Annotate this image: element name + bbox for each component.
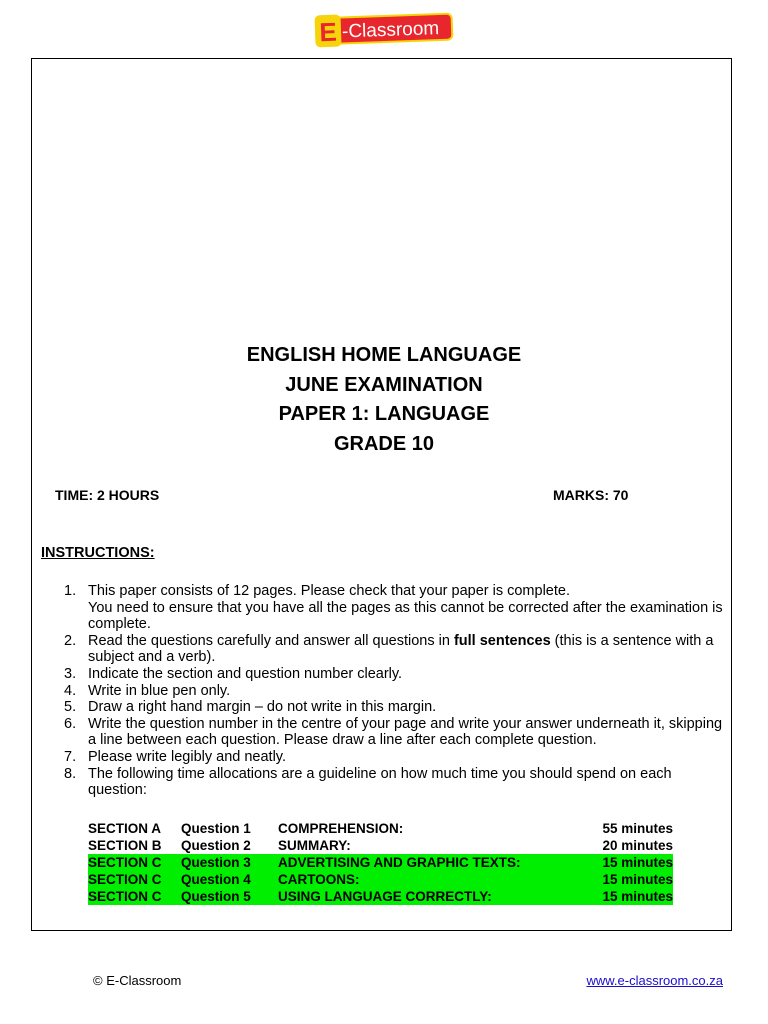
website-link[interactable]: www.e-classroom.co.za <box>586 973 723 988</box>
logo-wordmark: -Classroom <box>341 18 440 43</box>
list-item: 6. Write the question number in the centre of your page and write your answer underneath it, skipping a line between each question. Please draw a line after each complete question. <box>64 715 723 749</box>
table-row: SECTION A Question 1 COMPREHENSION: 55 minutes <box>88 821 673 836</box>
footer-copyright: © E-Classroom <box>93 973 182 988</box>
table-row: SECTION B Question 2 SUMMARY: 20 minutes <box>88 838 673 853</box>
logo-letter: E <box>318 16 338 48</box>
exam-title: JUNE EXAMINATION <box>285 373 483 396</box>
time-allocation-table <box>88 820 673 905</box>
table-row: SECTION C Question 5 USING LANGUAGE CORRECTLY: 15 minutes <box>88 889 673 904</box>
list-item: 8. The following time allocations are a guideline on how much time you should spend on each question: <box>64 765 672 799</box>
list-item: 4. Write in blue pen only. <box>64 682 231 699</box>
table-row: SECTION C Question 3 ADVERTISING AND GRAPHIC TEXTS: 15 minutes <box>88 855 673 870</box>
paper-title: PAPER 1: LANGUAGE <box>278 403 490 425</box>
e-classroom-logo <box>314 10 454 48</box>
list-item: 7. Please write legibly and neatly. <box>64 748 287 765</box>
total-marks: MARKS: 70 <box>553 487 629 503</box>
list-item: 5. Draw a right hand margin – do not write in this margin. <box>64 699 437 716</box>
footer-link-wrap <box>586 973 723 988</box>
instructions-list <box>60 583 725 799</box>
exam-title-block <box>0 341 768 459</box>
grade-title: GRADE 10 <box>333 432 435 455</box>
list-item: 2. Read the questions carefully and answer all questions in full sentences (this is a sentence with a subject and a verb). <box>64 632 714 666</box>
subject-title: ENGLISH HOME LANGUAGE <box>246 344 522 366</box>
list-item: 3. Indicate the section and question number clearly. <box>64 665 403 682</box>
table-row: SECTION C Question 4 CARTOONS: 15 minutes <box>88 872 673 887</box>
instructions-heading: INSTRUCTIONS: <box>41 545 155 561</box>
time-allowed: TIME: 2 HOURS <box>55 487 160 503</box>
list-item: 1. This paper consists of 12 pages. Please check that your paper is complete. You need to ensure that you have all the pages as this cannot be corrected after the examination is complete. <box>64 583 723 633</box>
